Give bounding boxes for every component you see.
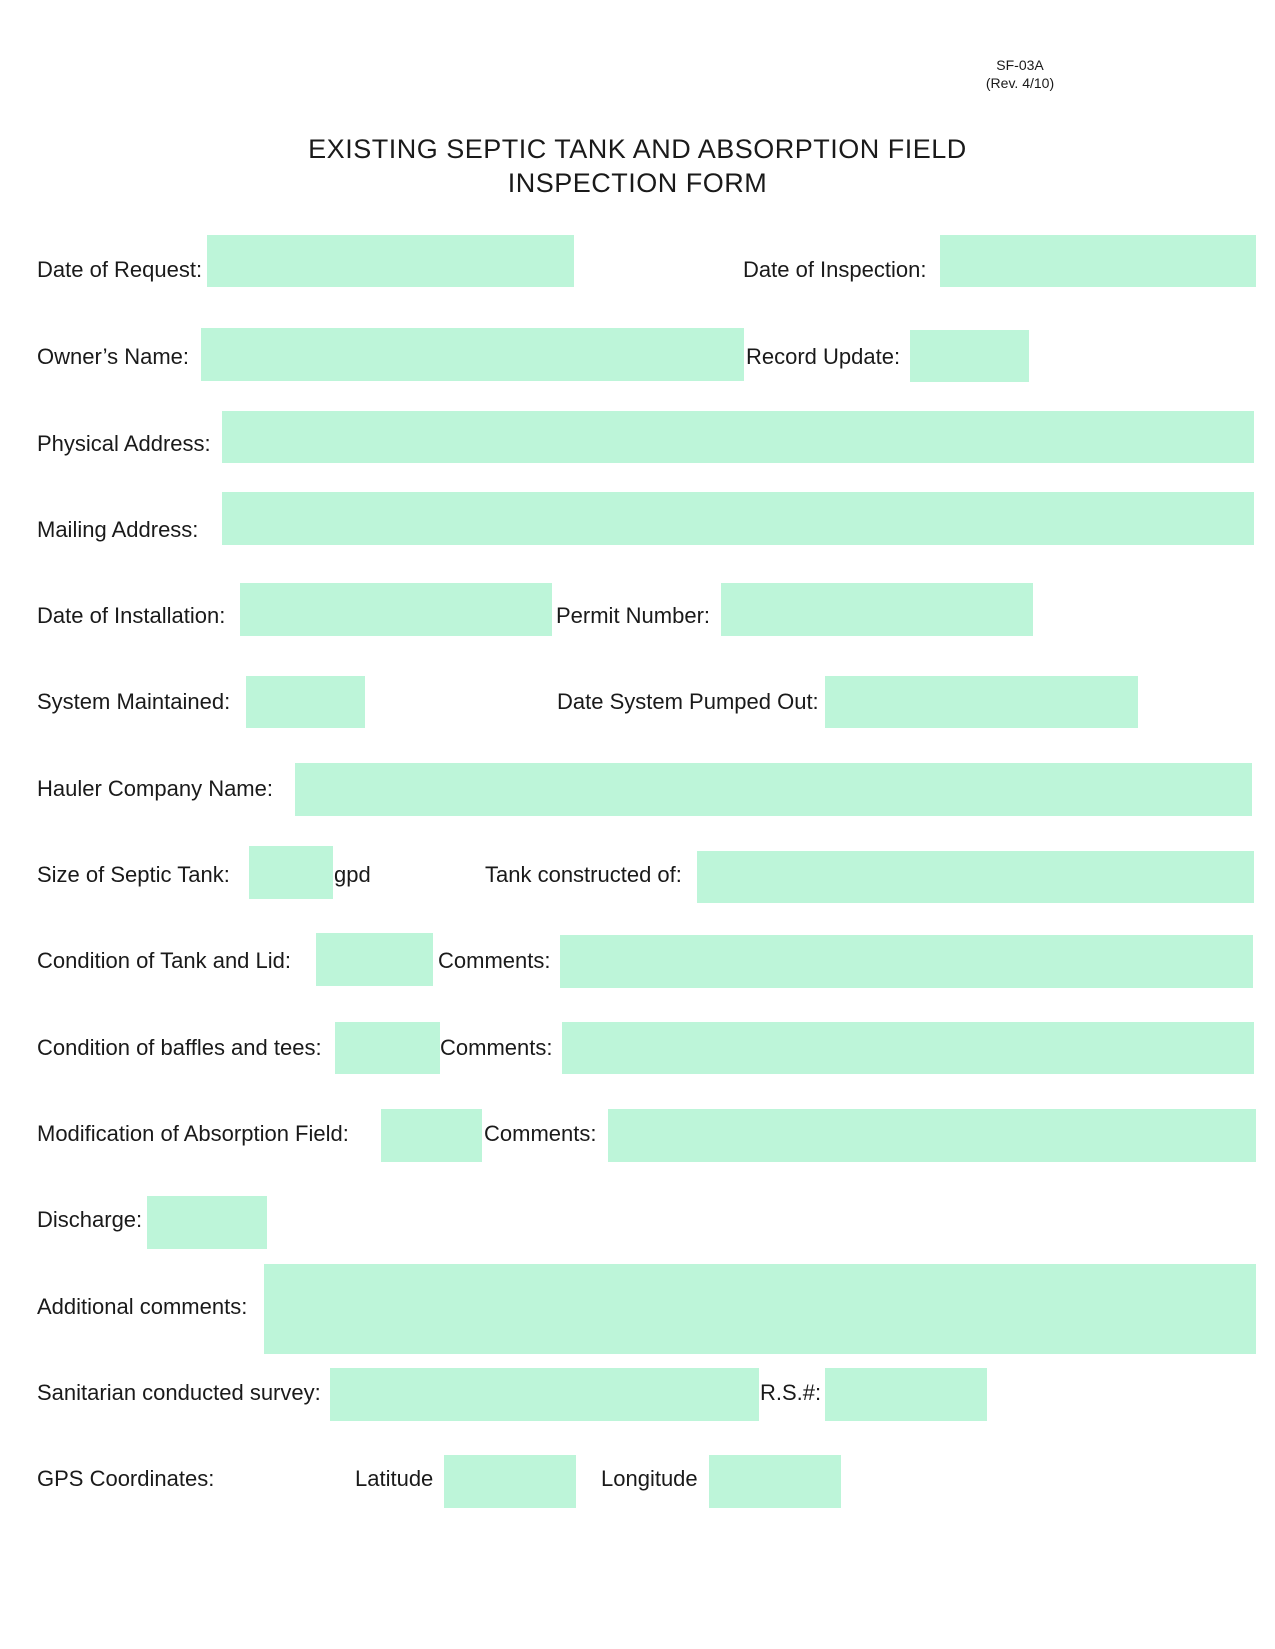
- date-of-installation-field[interactable]: [240, 583, 552, 636]
- date-of-request-label: Date of Request:: [37, 257, 203, 282]
- date-of-inspection-label: Date of Inspection:: [743, 257, 927, 282]
- permit-number-label: Permit Number:: [556, 603, 711, 628]
- date-system-pumped-out-field[interactable]: [825, 676, 1138, 728]
- condition-baffles-tees-label: Condition of baffles and tees:: [37, 1035, 322, 1060]
- condition-tank-lid-comments-label: Comments:: [438, 948, 551, 973]
- form-code-block: [960, 56, 1080, 92]
- record-update-field[interactable]: [910, 330, 1029, 382]
- longitude-field[interactable]: [709, 1455, 841, 1508]
- system-maintained-label: System Maintained:: [37, 689, 231, 714]
- form-code: SF-03A: [996, 57, 1044, 73]
- latitude-label: Latitude: [355, 1466, 434, 1491]
- modification-absorption-field-field[interactable]: [381, 1109, 482, 1162]
- owners-name-field[interactable]: [201, 328, 744, 381]
- hauler-company-name-label: Hauler Company Name:: [37, 776, 273, 801]
- hauler-company-name-field[interactable]: [295, 763, 1252, 816]
- sanitarian-conducted-survey-field[interactable]: [330, 1368, 759, 1421]
- additional-comments-label: Additional comments:: [37, 1294, 248, 1319]
- discharge-field[interactable]: [147, 1196, 267, 1249]
- rs-number-label: R.S.#:: [760, 1380, 822, 1405]
- date-of-inspection-field[interactable]: [940, 235, 1256, 287]
- physical-address-field[interactable]: [222, 411, 1254, 463]
- modification-absorption-field-comments-field[interactable]: [608, 1109, 1256, 1162]
- permit-number-field[interactable]: [721, 583, 1033, 636]
- condition-tank-lid-field[interactable]: [316, 933, 433, 986]
- date-of-installation-label: Date of Installation:: [37, 603, 226, 628]
- condition-tank-lid-comments-field[interactable]: [560, 935, 1253, 988]
- modification-absorption-field-comments-label: Comments:: [484, 1121, 597, 1146]
- latitude-field[interactable]: [444, 1455, 576, 1508]
- sanitarian-conducted-survey-label: Sanitarian conducted survey:: [37, 1380, 321, 1405]
- size-of-septic-tank-label: Size of Septic Tank:: [37, 862, 230, 887]
- form-revision: (Rev. 4/10): [985, 75, 1055, 91]
- system-maintained-field[interactable]: [246, 676, 365, 728]
- owners-name-label: Owner’s Name:: [37, 344, 190, 369]
- discharge-label: Discharge:: [37, 1207, 143, 1232]
- date-of-request-field[interactable]: [207, 235, 574, 287]
- tank-constructed-of-field[interactable]: [697, 851, 1254, 903]
- physical-address-label: Physical Address:: [37, 431, 211, 456]
- gps-coordinates-label: GPS Coordinates:: [37, 1466, 215, 1491]
- modification-absorption-field-label: Modification of Absorption Field:: [37, 1121, 349, 1146]
- tank-constructed-of-label: Tank constructed of:: [485, 862, 682, 887]
- page-title: [0, 132, 1275, 200]
- date-system-pumped-out-label: Date System Pumped Out:: [557, 689, 819, 714]
- rs-number-field[interactable]: [825, 1368, 987, 1421]
- condition-baffles-tees-field[interactable]: [335, 1022, 440, 1074]
- record-update-label: Record Update:: [746, 344, 901, 369]
- title-line-1: EXISTING SEPTIC TANK AND ABSORPTION FIELD: [308, 134, 967, 164]
- longitude-label: Longitude: [601, 1466, 698, 1491]
- size-of-septic-tank-field[interactable]: [249, 846, 333, 899]
- mailing-address-label: Mailing Address:: [37, 517, 199, 542]
- additional-comments-field[interactable]: [264, 1264, 1256, 1354]
- condition-baffles-tees-comments-field[interactable]: [562, 1022, 1254, 1074]
- title-line-2: INSPECTION FORM: [507, 168, 768, 198]
- condition-baffles-tees-comments-label: Comments:: [440, 1035, 553, 1060]
- condition-tank-lid-label: Condition of Tank and Lid:: [37, 948, 291, 973]
- mailing-address-field[interactable]: [222, 492, 1254, 545]
- gpd-unit-label: gpd: [334, 862, 371, 887]
